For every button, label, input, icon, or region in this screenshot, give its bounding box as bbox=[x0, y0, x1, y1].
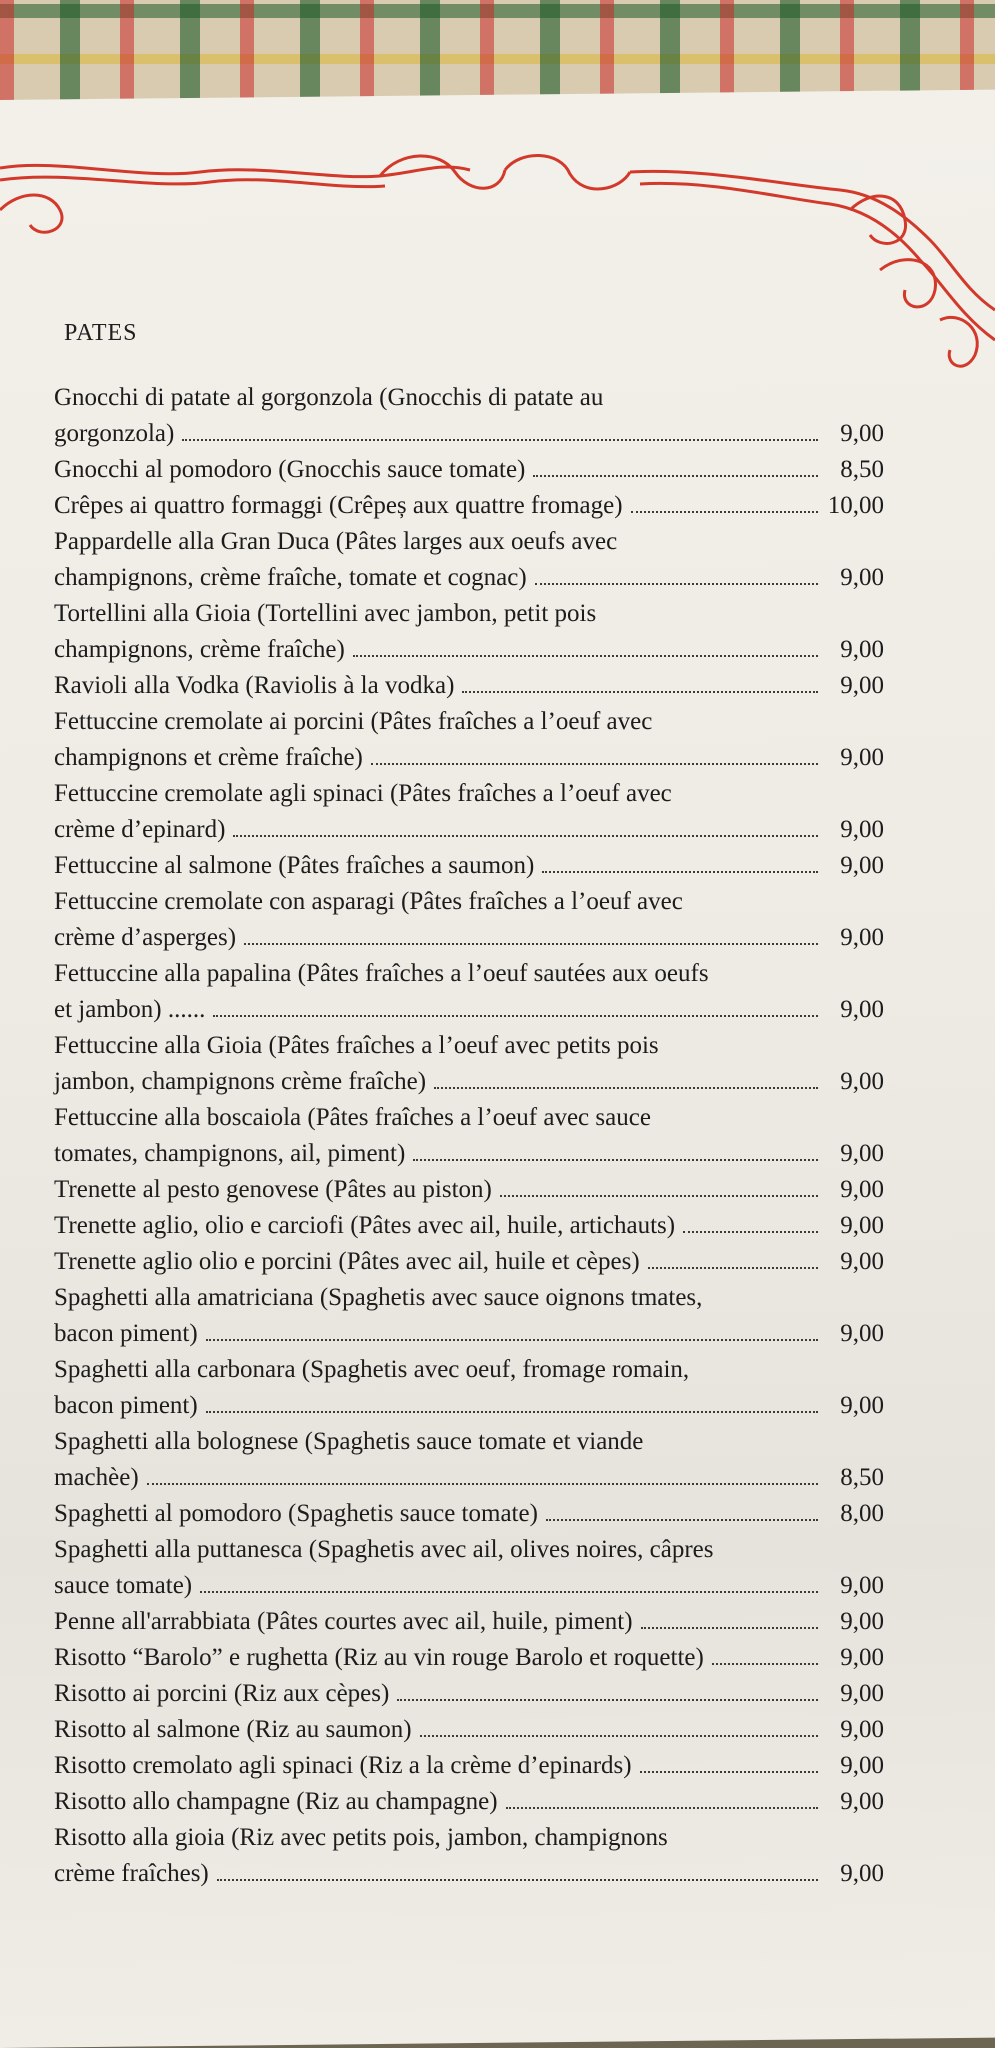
dot-leader bbox=[217, 1878, 818, 1881]
menu-item-price-row bbox=[54, 1064, 884, 1100]
menu-item-price: 9,00 bbox=[840, 564, 884, 591]
dot-leader bbox=[533, 474, 818, 477]
menu-item bbox=[54, 452, 884, 488]
menu-item-price-row bbox=[54, 1388, 884, 1424]
menu-item-price-row bbox=[54, 992, 884, 1028]
menu-item-name: Spaghetti al pomodoro (Spaghetis sauce tomate) bbox=[54, 1500, 538, 1527]
menu-item-name: Fettuccine al salmone (Pâtes fraîches a saumon) bbox=[54, 852, 535, 879]
dot-leader bbox=[712, 1662, 818, 1665]
menu-item bbox=[54, 1712, 884, 1748]
menu-item-name: Trenette aglio olio e porcini (Pâtes avec ail, huile et cèpes) bbox=[54, 1248, 640, 1275]
menu-item bbox=[54, 1280, 884, 1352]
menu-item-name: crème d’epinard) bbox=[54, 816, 226, 843]
ornamental-border-icon bbox=[0, 150, 995, 390]
menu-item bbox=[54, 1604, 884, 1640]
dot-leader bbox=[542, 870, 818, 873]
menu-item-description: Spaghetti alla bolognese (Spaghetis sauce tomate et viande bbox=[54, 1428, 644, 1455]
menu-item-price-row bbox=[54, 560, 884, 596]
menu-item-description: Fettuccine cremolate ai porcini (Pâtes fraîches a l’oeuf avec bbox=[54, 708, 653, 735]
menu-item bbox=[54, 488, 884, 524]
menu-item-price: 9,00 bbox=[840, 1716, 884, 1743]
menu-item-description: Spaghetti alla puttanesca (Spaghetis avec ail, olives noires, câpres bbox=[54, 1536, 714, 1563]
menu-item-price: 9,00 bbox=[840, 1680, 884, 1707]
dot-leader bbox=[147, 1482, 818, 1485]
menu-item-price-row bbox=[54, 1136, 884, 1172]
menu-item-name: crème fraîches) bbox=[54, 1860, 209, 1887]
menu-item-price: 9,00 bbox=[840, 1176, 884, 1203]
menu-item-name: et jambon) ...... bbox=[54, 996, 206, 1023]
menu-item-price: 9,00 bbox=[840, 924, 884, 951]
dot-leader bbox=[413, 1158, 818, 1161]
dot-leader bbox=[683, 1230, 818, 1233]
dot-leader bbox=[434, 1086, 818, 1089]
menu-item-price: 9,00 bbox=[840, 1572, 884, 1599]
menu-item-price: 8,50 bbox=[840, 456, 884, 483]
menu-item-price: 9,00 bbox=[840, 1788, 884, 1815]
menu-item bbox=[54, 1352, 884, 1424]
menu-item-price: 9,00 bbox=[840, 816, 884, 843]
menu-item-price-row bbox=[54, 1856, 884, 1892]
menu-item bbox=[54, 596, 884, 668]
menu-item-description: Pappardelle alla Gran Duca (Pâtes larges aux oeufs avec bbox=[54, 528, 618, 555]
menu-item-price-row bbox=[54, 1208, 884, 1244]
menu-item-price: 9,00 bbox=[840, 1140, 884, 1167]
menu-item-price: 9,00 bbox=[840, 1320, 884, 1347]
menu-item-description: Spaghetti alla carbonara (Spaghetis avec oeuf, fromage romain, bbox=[54, 1356, 690, 1383]
menu-item bbox=[54, 1820, 884, 1892]
menu-item-price-row bbox=[54, 848, 884, 884]
menu-item-description: Fettuccine alla papalina (Pâtes fraîches a l’oeuf sautées aux oeufs bbox=[54, 960, 709, 987]
menu-item-price-row bbox=[54, 1316, 884, 1352]
dot-leader bbox=[213, 1014, 818, 1017]
menu-item-price-row bbox=[54, 1568, 884, 1604]
menu-item bbox=[54, 1100, 884, 1172]
dot-leader bbox=[206, 1410, 818, 1413]
menu-item-price-row bbox=[54, 632, 884, 668]
menu-item bbox=[54, 668, 884, 704]
dot-leader bbox=[648, 1266, 818, 1269]
menu-item bbox=[54, 1496, 884, 1532]
menu-item bbox=[54, 884, 884, 956]
menu-item-price-row bbox=[54, 1712, 884, 1748]
menu-item-price: 9,00 bbox=[840, 996, 884, 1023]
menu-item-description: Fettuccine cremolate con asparagi (Pâtes fraîches a l’oeuf avec bbox=[54, 888, 683, 915]
section-title: PATES bbox=[64, 320, 138, 346]
menu-item-price: 9,00 bbox=[840, 420, 884, 447]
menu-item-price-row bbox=[54, 1604, 884, 1640]
menu-item-name: Ravioli alla Vodka (Raviolis à la vodka) bbox=[54, 672, 455, 699]
menu-item-price-row bbox=[54, 488, 884, 524]
menu-item-name: Penne all'arrabbiata (Pâtes courtes avec ail, huile, piment) bbox=[54, 1608, 633, 1635]
menu-item-name: Gnocchi al pomodoro (Gnocchis sauce tomate) bbox=[54, 456, 526, 483]
menu-item-name: bacon piment) bbox=[54, 1320, 198, 1347]
menu-item-description: Fettuccine alla Gioia (Pâtes fraîches a l’oeuf avec petits pois bbox=[54, 1032, 659, 1059]
menu-item-name: machèe) bbox=[54, 1464, 139, 1491]
menu-item-price: 9,00 bbox=[840, 1068, 884, 1095]
menu-item-name: Risotto allo champagne (Riz au champagne) bbox=[54, 1788, 498, 1815]
menu-item-description: Gnocchi di patate al gorgonzola (Gnocchis di patate au bbox=[54, 384, 604, 411]
menu-item-description: Fettuccine alla boscaiola (Pâtes fraîches a l’oeuf avec sauce bbox=[54, 1104, 651, 1131]
menu-item-price: 9,00 bbox=[840, 1860, 884, 1887]
dot-leader bbox=[506, 1806, 818, 1809]
menu-item-price-row bbox=[54, 1784, 884, 1820]
menu-item-name: Risotto al salmone (Riz au saumon) bbox=[54, 1716, 412, 1743]
menu-item-name: Risotto ai porcini (Riz aux cèpes) bbox=[54, 1680, 390, 1707]
menu-item-price-row bbox=[54, 920, 884, 956]
dot-leader bbox=[641, 1626, 818, 1629]
menu-item-name: crème d’asperges) bbox=[54, 924, 237, 951]
menu-item-name: Trenette al pesto genovese (Pâtes au piston) bbox=[54, 1176, 492, 1203]
menu-item-price-row bbox=[54, 416, 884, 452]
menu-item bbox=[54, 776, 884, 848]
menu-item-price-row bbox=[54, 1172, 884, 1208]
dot-leader bbox=[546, 1518, 818, 1521]
menu-item-price-row bbox=[54, 740, 884, 776]
menu-item bbox=[54, 1532, 884, 1604]
menu-item bbox=[54, 380, 884, 452]
menu-item-description: Fettuccine cremolate agli spinaci (Pâtes fraîches a l’oeuf avec bbox=[54, 780, 672, 807]
menu-item-price-row bbox=[54, 1676, 884, 1712]
menu-item-price: 8,00 bbox=[840, 1500, 884, 1527]
menu-item-name: jambon, champignons crème fraîche) bbox=[54, 1068, 427, 1095]
dot-leader bbox=[631, 510, 818, 513]
dot-leader bbox=[397, 1698, 818, 1701]
menu-item-name: champignons, crème fraîche) bbox=[54, 636, 345, 663]
menu-item-name: Risotto cremolato agli spinaci (Riz a la crème d’epinards) bbox=[54, 1752, 632, 1779]
menu-item-price: 9,00 bbox=[840, 852, 884, 879]
menu-item bbox=[54, 1748, 884, 1784]
menu-item bbox=[54, 1640, 884, 1676]
menu-item-price: 9,00 bbox=[840, 1752, 884, 1779]
menu-item-name: bacon piment) bbox=[54, 1392, 198, 1419]
menu-item-description: Risotto alla gioia (Riz avec petits pois, jambon, champignons bbox=[54, 1824, 668, 1851]
menu-item-price: 9,00 bbox=[840, 1608, 884, 1635]
dot-leader bbox=[420, 1734, 818, 1737]
menu-item bbox=[54, 524, 884, 596]
dot-leader bbox=[206, 1338, 818, 1341]
menu-item bbox=[54, 1424, 884, 1496]
menu-item bbox=[54, 1676, 884, 1712]
menu-list bbox=[54, 380, 884, 1892]
menu-item-price-row bbox=[54, 1640, 884, 1676]
menu-item-price-row bbox=[54, 1496, 884, 1532]
menu-item bbox=[54, 848, 884, 884]
dot-leader bbox=[244, 942, 818, 945]
dot-leader bbox=[500, 1194, 818, 1197]
dot-leader bbox=[353, 654, 818, 657]
dot-leader bbox=[640, 1770, 818, 1773]
menu-item-price: 10,00 bbox=[827, 492, 884, 519]
dot-leader bbox=[233, 834, 818, 837]
dot-leader bbox=[371, 762, 818, 765]
menu-item-price-row bbox=[54, 1460, 884, 1496]
menu-item-price: 9,00 bbox=[840, 636, 884, 663]
menu-item-price: 8,50 bbox=[840, 1464, 884, 1491]
menu-item-description: Spaghetti alla amatriciana (Spaghetis avec sauce oignons tmates, bbox=[54, 1284, 703, 1311]
menu-item bbox=[54, 1244, 884, 1280]
menu-item bbox=[54, 1208, 884, 1244]
dot-leader bbox=[462, 690, 818, 693]
menu-item bbox=[54, 1784, 884, 1820]
menu-item-name: Trenette aglio, olio e carciofi (Pâtes avec ail, huile, artichauts) bbox=[54, 1212, 676, 1239]
menu-item-name: Risotto “Barolo” e rughetta (Riz au vin rouge Barolo et roquette) bbox=[54, 1644, 704, 1671]
menu-item-price: 9,00 bbox=[840, 1644, 884, 1671]
menu-item-price-row bbox=[54, 1244, 884, 1280]
menu-item-price-row bbox=[54, 1748, 884, 1784]
menu-item bbox=[54, 1028, 884, 1100]
menu-item-name: champignons et crème fraîche) bbox=[54, 744, 363, 771]
menu-item-name: gorgonzola) bbox=[54, 420, 175, 447]
menu-item-name: Crêpes ai quattro formaggi (Crêpeș aux quattre fromage) bbox=[54, 492, 623, 519]
menu-item bbox=[54, 956, 884, 1028]
menu-item-name: champignons, crème fraîche, tomate et cognac) bbox=[54, 564, 527, 591]
menu-item-description: Tortellini alla Gioia (Tortellini avec jambon, petit pois bbox=[54, 600, 597, 627]
menu-item-price: 9,00 bbox=[840, 1212, 884, 1239]
menu-item-price: 9,00 bbox=[840, 744, 884, 771]
menu-item-price: 9,00 bbox=[840, 1248, 884, 1275]
dot-leader bbox=[182, 438, 818, 441]
dot-leader bbox=[535, 582, 818, 585]
dot-leader bbox=[200, 1590, 818, 1593]
menu-item bbox=[54, 704, 884, 776]
menu-item-price: 9,00 bbox=[840, 672, 884, 699]
menu-item-price: 9,00 bbox=[840, 1392, 884, 1419]
menu-item-price-row bbox=[54, 452, 884, 488]
menu-item-name: tomates, champignons, ail, piment) bbox=[54, 1140, 406, 1167]
menu-item bbox=[54, 1172, 884, 1208]
menu-item-price-row bbox=[54, 812, 884, 848]
menu-item-name: sauce tomate) bbox=[54, 1572, 193, 1599]
menu-item-price-row bbox=[54, 668, 884, 704]
